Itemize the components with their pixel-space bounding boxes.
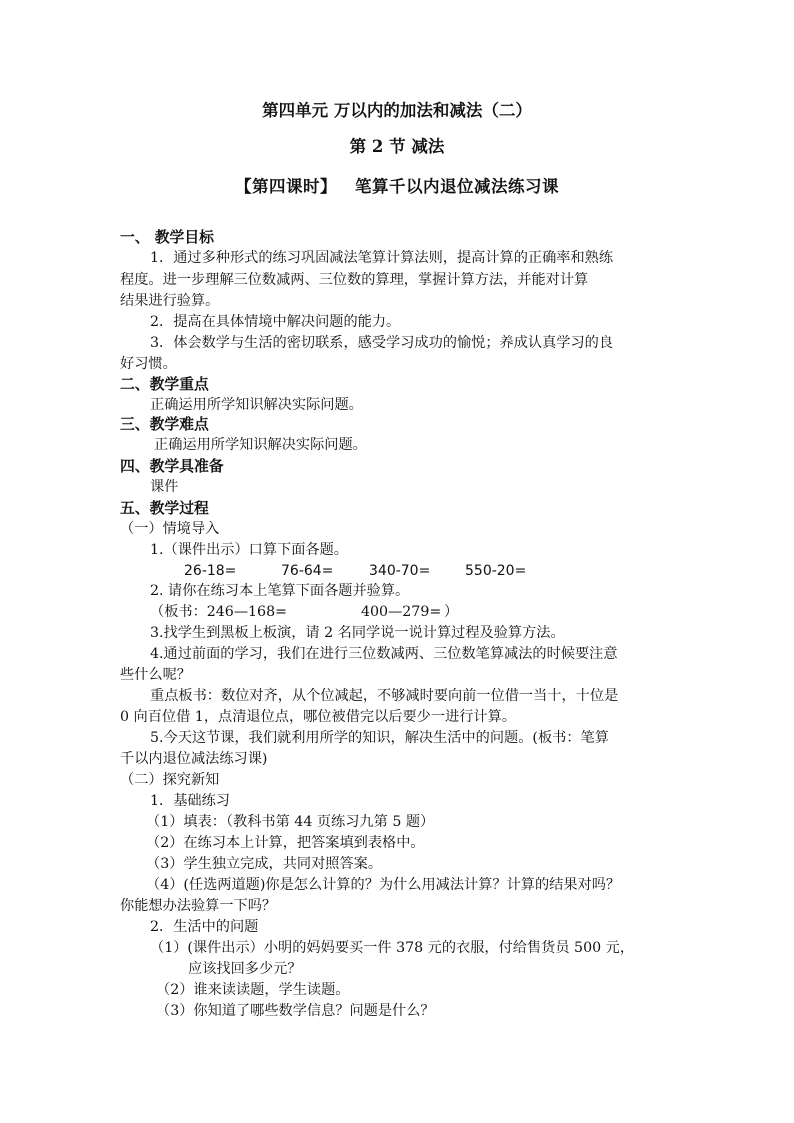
mental-calc-1: 26-18= [184, 563, 237, 579]
objective-3-line-2: 好习惯。 [120, 356, 177, 372]
materials-text: 课件 [150, 479, 179, 495]
explore-item-1-4-line-2: 你能想办法验算一下吗？ [120, 898, 277, 914]
mental-calc-3: 340-70= [369, 563, 431, 579]
key-board-line-2: 0 向百位借 1，点清退位点，哪位被借完以后要少一进行计算。 [120, 709, 516, 725]
intro-item-2: 2. 请你在练习本上笔算下面各题并验算。 [150, 583, 410, 599]
intro-item-1: 1.（课件出示）口算下面各题。 [150, 542, 348, 558]
explore-item-1-3: （3）学生独立完成，共同对照答案。 [146, 856, 383, 872]
heading-process: 五、教学过程 [120, 500, 209, 517]
explore-item-1-1: （1）填表：（教科书第 44 页练习九第 5 题） [146, 814, 435, 830]
lesson-period: 【第四课时】 [235, 177, 337, 196]
lesson-name: 笔算千以内退位减法练习课 [355, 177, 559, 196]
explore-item-2-1-line-1: （1）(课件出示）小明的妈妈要买一件 378 元的衣服，付给售货员 500 元， [150, 940, 635, 956]
intro-item-4-line-2: 些什么呢？ [120, 667, 191, 683]
explore-item-2-2: （2）谁来读读题，学生读题。 [156, 982, 350, 998]
objective-1-line-2: 程度。进一步理解三位数减两、三位数的算理，掌握计算方法，并能对计算 [120, 272, 589, 288]
explore-item-2-1-line-2: 应该找回多少元？ [188, 961, 302, 977]
intro-item-5-line-1: 5.今天这节课，我们就利用所学的知识，解决生活中的问题。(板书：笔算 [150, 730, 609, 746]
subheading-intro: （一）情境导入 [120, 521, 220, 537]
board-calc-2: 400—279= [361, 604, 442, 620]
explore-item-1: 1．基础练习 [150, 793, 230, 809]
heading-materials: 四、教学具准备 [120, 458, 224, 475]
section-title: 第 2 节 减法 [349, 137, 445, 156]
heading-difficulties: 三、教学难点 [120, 416, 209, 433]
objective-2: 2．提高在具体情境中解决问题的能力。 [150, 314, 401, 330]
key-points-text: 正确运用所学知识解决实际问题。 [150, 397, 363, 413]
intro-item-3: 3.找学生到黑板上板演，请 2 名同学说一说计算过程及验算方法。 [150, 625, 565, 641]
objective-3-line-1: 3．体会数学与生活的密切联系，感受学习成功的愉悦；养成认真学习的良 [150, 335, 614, 351]
intro-item-4-line-1: 4.通过前面的学习，我们在进行三位数减两、三位数笔算减法的时候要注意 [150, 646, 618, 662]
mental-calc-4: 550-20= [465, 563, 527, 579]
intro-item-5-line-2: 千以内退位减法练习课) [120, 751, 268, 767]
explore-item-1-4-line-1: （4）(任选两道题)你是怎么计算的？为什么用减法计算？计算的结果对吗？ [146, 877, 621, 893]
heading-objectives: 一、 教学目标 [120, 229, 214, 246]
board-close: ） [444, 604, 459, 620]
explore-item-2-3: （3）你知道了哪些数学信息？问题是什么？ [156, 1003, 435, 1019]
board-calc-1: （板书：246—168= [150, 604, 287, 620]
lesson-title [0, 173, 794, 197]
difficulties-text: 正确运用所学知识解决实际问题。 [154, 437, 367, 453]
objective-1-line-3: 结果进行验算。 [120, 293, 220, 309]
subheading-explore: （二）探究新知 [120, 772, 220, 788]
explore-item-1-2: （2）在练习本上计算，把答案填到表格中。 [146, 835, 425, 851]
heading-key-points: 二、教学重点 [120, 376, 209, 393]
key-board-line-1: 重点板书：数位对齐，从个位减起，不够减时要向前一位借一当十，十位是 [150, 688, 619, 704]
mental-calc-2: 76-64= [281, 563, 334, 579]
unit-title: 第四单元 万以内的加法和减法（二） [262, 101, 532, 120]
explore-item-2: 2．生活中的问题 [150, 919, 259, 935]
objective-1-line-1: 1．通过多种形式的练习巩固减法笔算计算法则，提高计算的正确率和熟练 [150, 250, 614, 266]
